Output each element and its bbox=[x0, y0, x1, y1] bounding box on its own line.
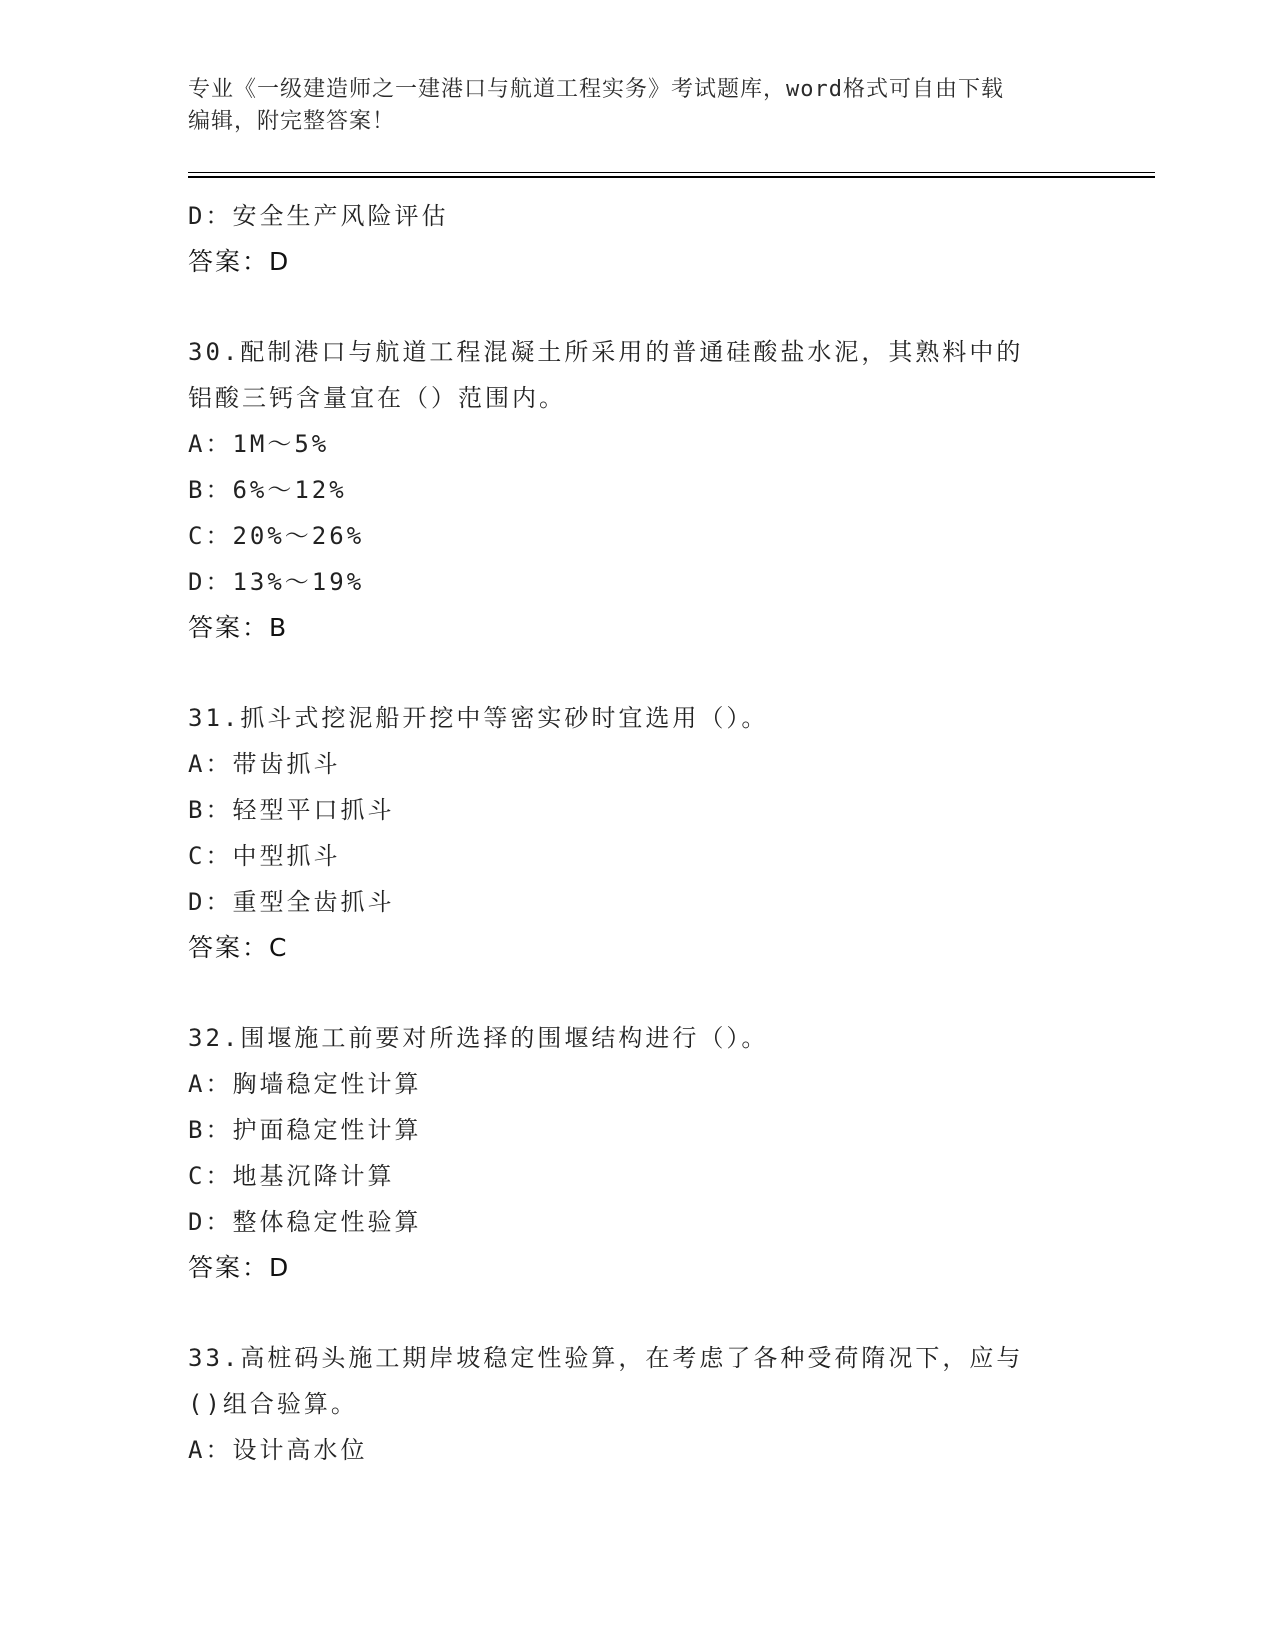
option-c: C：地基沉降计算 bbox=[188, 1162, 395, 1190]
question-stem: ()组合验算。 bbox=[188, 1390, 358, 1418]
answer: 答案：B bbox=[188, 613, 289, 642]
document-header bbox=[188, 74, 1088, 138]
spacer bbox=[188, 651, 1088, 695]
option-c: C：20%～26% bbox=[188, 522, 365, 550]
answer: 答案：C bbox=[188, 933, 289, 962]
option-d: D：13%～19% bbox=[188, 568, 365, 596]
option-a: A：带齿抓斗 bbox=[188, 750, 341, 778]
option-b: B：轻型平口抓斗 bbox=[188, 796, 395, 824]
question-33 bbox=[188, 1335, 1088, 1473]
option-a: A：设计高水位 bbox=[188, 1436, 368, 1464]
prev-answer: 答案：D bbox=[188, 247, 291, 276]
question-stem: 33.高桩码头施工期岸坡稳定性验算，在考虑了各种受荷隋况下，应与 bbox=[188, 1344, 1024, 1372]
question-stem: 31.抓斗式挖泥船开挖中等密实砂时宜选用（）。 bbox=[188, 704, 769, 732]
header-rule-thin bbox=[188, 172, 1155, 173]
prev-option-d: D：安全生产风险评估 bbox=[188, 202, 449, 230]
spacer bbox=[188, 1291, 1088, 1335]
option-a: A：胸墙稳定性计算 bbox=[188, 1070, 422, 1098]
question-content bbox=[188, 193, 1088, 1473]
spacer bbox=[188, 285, 1088, 329]
option-c: C：中型抓斗 bbox=[188, 842, 341, 870]
option-d: D：重型全齿抓斗 bbox=[188, 888, 395, 916]
question-32 bbox=[188, 1015, 1088, 1291]
header-line-2: 编辑，附完整答案！ bbox=[188, 109, 396, 134]
option-b: B：护面稳定性计算 bbox=[188, 1116, 422, 1144]
header-line-1: 专业《一级建造师之一建港口与航道工程实务》考试题库，word格式可自由下载 bbox=[188, 77, 1004, 102]
question-stem: 32.围堰施工前要对所选择的围堰结构进行（）。 bbox=[188, 1024, 769, 1052]
option-b: B：6%～12% bbox=[188, 476, 347, 504]
option-d: D：整体稳定性验算 bbox=[188, 1208, 422, 1236]
question-stem: 铝酸三钙含量宜在（）范围内。 bbox=[188, 384, 566, 412]
header-rule-thick bbox=[188, 176, 1155, 178]
question-31 bbox=[188, 695, 1088, 971]
spacer bbox=[188, 971, 1088, 1015]
answer: 答案：D bbox=[188, 1253, 291, 1282]
option-a: A：1M～5% bbox=[188, 430, 330, 458]
question-30 bbox=[188, 329, 1088, 651]
question-stem: 30.配制港口与航道工程混凝土所采用的普通硅酸盐水泥，其熟料中的 bbox=[188, 338, 1024, 366]
